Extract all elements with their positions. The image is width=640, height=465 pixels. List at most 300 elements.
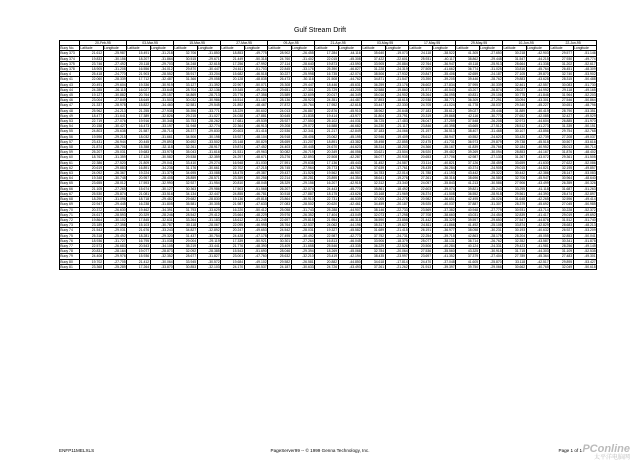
longitude-cell: -28.012 xyxy=(103,181,127,186)
latitude-cell: 23.004 xyxy=(80,98,104,103)
latitude-cell: 32.049 xyxy=(550,264,574,269)
longitude-cell: -30.447 xyxy=(197,67,221,72)
longitude-cell: -50.829 xyxy=(244,139,268,144)
latitude-cell: 31.228 xyxy=(362,67,386,72)
latitude-cell: 19.127 xyxy=(80,93,104,98)
longitude-cell: -24.731 xyxy=(385,233,409,238)
latitude-cell: 24.187 xyxy=(268,264,292,269)
longitude-cell: -19.627 xyxy=(385,223,409,228)
latitude-cell: 30.662 xyxy=(503,264,527,269)
latitude-cell: 36.774 xyxy=(456,67,480,72)
longitude-cell: -36.284 xyxy=(432,165,456,170)
column-header: Longitude xyxy=(526,46,550,51)
longitude-cell: -33.502 xyxy=(197,139,221,144)
longitude-cell: -27.404 xyxy=(479,254,503,259)
latitude-cell: 40.124 xyxy=(456,243,480,248)
longitude-cell: -51.690 xyxy=(244,249,268,254)
latitude-cell: 39.027 xyxy=(456,108,480,113)
latitude-cell: 37.893 xyxy=(362,98,386,103)
longitude-cell: -34.105 xyxy=(150,243,174,248)
longitude-cell: -50.864 xyxy=(573,98,597,103)
latitude-cell: 20.128 xyxy=(221,77,245,82)
longitude-cell: -53.902 xyxy=(573,72,597,77)
latitude-cell: 30.651 xyxy=(550,103,574,108)
longitude-cell: -48.309 xyxy=(573,67,597,72)
buoy-name-cell: Buoy 77 xyxy=(60,243,80,248)
longitude-cell: -49.653 xyxy=(244,228,268,233)
longitude-cell: -49.165 xyxy=(573,87,597,92)
latitude-cell: 24.092 xyxy=(80,171,104,176)
longitude-cell: -47.760 xyxy=(244,254,268,259)
longitude-cell: -25.243 xyxy=(479,186,503,191)
longitude-cell: -24.902 xyxy=(385,93,409,98)
latitude-cell: 19.683 xyxy=(127,150,151,155)
longitude-cell: -43.382 xyxy=(338,139,362,144)
longitude-cell: -23.858 xyxy=(385,217,409,222)
longitude-cell: -28.713 xyxy=(197,93,221,98)
longitude-cell: -44.850 xyxy=(338,259,362,264)
longitude-cell: -26.581 xyxy=(291,259,315,264)
longitude-cell: -34.460 xyxy=(150,103,174,108)
buoy-name-cell: Buoy 67 xyxy=(60,191,80,196)
latitude-cell: 33.874 xyxy=(503,223,527,228)
latitude-cell: 43.665 xyxy=(456,124,480,129)
column-header: Longitude xyxy=(479,46,503,51)
footer-filename: ENFP11MELXLS xyxy=(59,448,95,453)
longitude-cell: -38.131 xyxy=(432,238,456,243)
latitude-cell: 34.134 xyxy=(174,191,198,196)
longitude-cell: -42.074 xyxy=(338,72,362,77)
latitude-cell: 33.295 xyxy=(503,186,527,191)
buoy-name-cell: Buoy 75 xyxy=(60,233,80,238)
latitude-cell: 29.215 xyxy=(174,113,198,118)
latitude-cell: 19.224 xyxy=(127,171,151,176)
longitude-cell: -30.586 xyxy=(479,181,503,186)
latitude-cell: 22.254 xyxy=(409,233,433,238)
watermark-logo xyxy=(582,444,630,462)
latitude-cell: 28.704 xyxy=(174,87,198,92)
column-header: Latitude xyxy=(503,46,527,51)
date-header: 29-May-95 xyxy=(456,41,503,46)
latitude-cell: 22.731 xyxy=(315,197,339,202)
latitude-cell: 31.715 xyxy=(503,249,527,254)
latitude-cell: 41.778 xyxy=(456,103,480,108)
table-row xyxy=(60,243,597,248)
latitude-cell: 15.936 xyxy=(127,254,151,259)
longitude-cell: -53.351 xyxy=(573,108,597,113)
latitude-cell: 30.964 xyxy=(550,176,574,181)
longitude-cell: -29.066 xyxy=(479,264,503,269)
latitude-cell: 25.962 xyxy=(80,108,104,113)
buoy-name-cell: Buoy 70 xyxy=(60,207,80,212)
latitude-cell: 24.351 xyxy=(315,98,339,103)
longitude-cell: -38.660 xyxy=(432,212,456,217)
longitude-cell: -31.616 xyxy=(197,150,221,155)
latitude-cell: 38.058 xyxy=(456,228,480,233)
longitude-cell: -39.397 xyxy=(432,264,456,269)
latitude-cell: 42.659 xyxy=(456,72,480,77)
longitude-cell: -17.932 xyxy=(385,72,409,77)
table-row xyxy=(60,103,597,108)
longitude-cell: -29.322 xyxy=(479,171,503,176)
latitude-cell: 18.905 xyxy=(80,67,104,72)
latitude-cell: 34.869 xyxy=(174,93,198,98)
latitude-cell: 17.503 xyxy=(221,186,245,191)
latitude-cell: 18.446 xyxy=(315,82,339,87)
latitude-cell: 24.057 xyxy=(409,181,433,186)
longitude-cell: -27.938 xyxy=(150,108,174,113)
longitude-cell: -24.275 xyxy=(385,197,409,202)
latitude-cell: 29.004 xyxy=(174,238,198,243)
latitude-cell: 29.561 xyxy=(503,191,527,196)
longitude-cell: -44.604 xyxy=(526,119,550,124)
longitude-cell: -33.441 xyxy=(197,243,221,248)
latitude-cell: 34.248 xyxy=(174,61,198,66)
longitude-cell: -30.064 xyxy=(150,259,174,264)
table-row xyxy=(60,108,597,113)
latitude-cell: 29.577 xyxy=(550,51,574,56)
latitude-cell: 26.047 xyxy=(409,119,433,124)
table-row xyxy=(60,254,597,259)
longitude-cell: -45.066 xyxy=(338,249,362,254)
latitude-cell: 22.603 xyxy=(409,186,433,191)
latitude-cell: 22.947 xyxy=(80,202,104,207)
latitude-cell: 33.816 xyxy=(503,67,527,72)
latitude-cell: 31.876 xyxy=(550,150,574,155)
latitude-cell: 38.407 xyxy=(456,129,480,134)
longitude-cell: -52.768 xyxy=(573,129,597,134)
latitude-cell: 32.706 xyxy=(503,176,527,181)
longitude-cell: -43.335 xyxy=(338,243,362,248)
longitude-cell: -45.518 xyxy=(526,139,550,144)
table-row xyxy=(60,176,597,181)
latitude-cell: 16.813 xyxy=(315,238,339,243)
longitude-cell: -33.197 xyxy=(150,124,174,129)
latitude-cell: 31.109 xyxy=(550,249,574,254)
latitude-cell: 40.118 xyxy=(456,61,480,66)
longitude-cell: -43.301 xyxy=(526,98,550,103)
date-header: 03-May-95 xyxy=(362,41,409,46)
longitude-cell: -37.048 xyxy=(432,259,456,264)
buoy-name-cell: Buoy 46 xyxy=(60,98,80,103)
longitude-cell: -44.215 xyxy=(526,56,550,61)
longitude-cell: -36.095 xyxy=(432,93,456,98)
latitude-cell: 31.202 xyxy=(550,61,574,66)
longitude-cell: -44.196 xyxy=(338,223,362,228)
longitude-cell: -42.618 xyxy=(338,103,362,108)
latitude-cell: 17.593 xyxy=(127,181,151,186)
longitude-cell: -37.706 xyxy=(432,155,456,160)
longitude-cell: -49.204 xyxy=(244,87,268,92)
latitude-cell: 15.927 xyxy=(221,134,245,139)
latitude-cell: 17.712 xyxy=(127,77,151,82)
latitude-cell: 22.508 xyxy=(315,155,339,160)
longitude-cell: -50.326 xyxy=(573,181,597,186)
longitude-cell: -48.467 xyxy=(244,103,268,108)
longitude-cell: -41.024 xyxy=(432,103,456,108)
longitude-cell: -24.770 xyxy=(103,72,127,77)
longitude-cell: -28.385 xyxy=(197,249,221,254)
latitude-cell: 18.649 xyxy=(127,98,151,103)
longitude-cell: -29.119 xyxy=(197,238,221,243)
latitude-cell: 28.859 xyxy=(174,176,198,181)
longitude-cell: -29.482 xyxy=(150,197,174,202)
table-row xyxy=(60,129,597,134)
longitude-cell: -29.883 xyxy=(103,165,127,170)
longitude-cell: -28.339 xyxy=(103,77,127,82)
longitude-cell: -31.096 xyxy=(103,197,127,202)
latitude-cell: 29.976 xyxy=(268,212,292,217)
latitude-cell: 26.374 xyxy=(409,191,433,196)
latitude-cell: 28.902 xyxy=(268,51,292,56)
longitude-cell: -26.352 xyxy=(291,212,315,217)
longitude-cell: -40.419 xyxy=(526,108,550,113)
longitude-cell: -32.826 xyxy=(150,113,174,118)
longitude-cell: -23.997 xyxy=(385,254,409,259)
latitude-cell: 27.708 xyxy=(409,212,433,217)
longitude-cell: -31.218 xyxy=(150,51,174,56)
longitude-cell: -29.445 xyxy=(103,202,127,207)
latitude-cell: 40.831 xyxy=(456,93,480,98)
latitude-cell: 21.612 xyxy=(80,51,104,56)
latitude-cell: 24.760 xyxy=(268,56,292,61)
longitude-cell: -43.626 xyxy=(338,191,362,196)
latitude-cell: 24.855 xyxy=(221,191,245,196)
longitude-cell: -50.041 xyxy=(573,233,597,238)
latitude-cell: 36.309 xyxy=(456,98,480,103)
latitude-cell: 38.146 xyxy=(362,207,386,212)
latitude-cell: 26.207 xyxy=(268,186,292,191)
longitude-cell: -47.633 xyxy=(244,202,268,207)
longitude-cell: -49.037 xyxy=(573,134,597,139)
longitude-cell: -33.645 xyxy=(150,87,174,92)
longitude-cell: -38.316 xyxy=(432,176,456,181)
latitude-cell: 38.506 xyxy=(362,72,386,77)
date-header: 09-Apr-95 xyxy=(268,41,315,46)
latitude-cell: 26.359 xyxy=(550,181,574,186)
table-row xyxy=(60,171,597,176)
longitude-cell: -52.617 xyxy=(573,61,597,66)
date-header: 15-Mar-95 xyxy=(174,41,221,46)
longitude-cell: -20.187 xyxy=(385,202,409,207)
latitude-cell: 37.995 xyxy=(456,82,480,87)
longitude-cell: -29.156 xyxy=(291,181,315,186)
longitude-cell: -33.771 xyxy=(197,108,221,113)
longitude-cell: -49.774 xyxy=(573,56,597,61)
latitude-cell: 35.317 xyxy=(362,223,386,228)
latitude-cell: 39.821 xyxy=(456,186,480,191)
longitude-cell: -32.609 xyxy=(291,93,315,98)
longitude-cell: -26.874 xyxy=(479,87,503,92)
latitude-cell: 19.345 xyxy=(221,87,245,92)
buoy-name-cell: Buoy 60 xyxy=(60,155,80,160)
latitude-cell: 23.148 xyxy=(221,139,245,144)
latitude-cell: 30.083 xyxy=(550,82,574,87)
buoy-name-cell: Buoy 69 xyxy=(60,202,80,207)
latitude-cell: 34.783 xyxy=(362,171,386,176)
longitude-cell: -28.246 xyxy=(150,212,174,217)
longitude-cell: -52.372 xyxy=(573,207,597,212)
latitude-cell: 21.337 xyxy=(80,103,104,108)
buoy-name-cell: Buoy 59 xyxy=(60,150,80,155)
latitude-cell: 43.442 xyxy=(456,171,480,176)
latitude-cell: 41.492 xyxy=(456,223,480,228)
buoy-name-cell: Buoy 81 xyxy=(60,264,80,269)
longitude-cell: -22.601 xyxy=(385,56,409,61)
longitude-cell: -30.281 xyxy=(291,176,315,181)
longitude-cell: -31.379 xyxy=(150,171,174,176)
latitude-cell: 37.126 xyxy=(456,160,480,165)
longitude-cell: -44.031 xyxy=(338,119,362,124)
latitude-cell: 34.871 xyxy=(362,77,386,82)
column-header: Latitude xyxy=(550,46,574,51)
latitude-cell: 33.118 xyxy=(503,259,527,264)
longitude-cell: -28.406 xyxy=(291,134,315,139)
longitude-cell: -22.014 xyxy=(385,171,409,176)
latitude-cell: 28.659 xyxy=(268,139,292,144)
latitude-cell: 17.264 xyxy=(127,264,151,269)
longitude-cell: -25.766 xyxy=(479,145,503,150)
latitude-cell: 18.269 xyxy=(315,249,339,254)
latitude-cell: 17.120 xyxy=(127,155,151,160)
latitude-cell: 25.927 xyxy=(268,119,292,124)
longitude-cell: -50.318 xyxy=(244,56,268,61)
table-row xyxy=(60,191,597,196)
longitude-cell: -28.262 xyxy=(197,119,221,124)
longitude-cell: -20.064 xyxy=(385,249,409,254)
latitude-cell: 22.938 xyxy=(409,98,433,103)
longitude-cell: -29.274 xyxy=(197,160,221,165)
longitude-cell: -30.919 xyxy=(150,82,174,87)
latitude-cell: 26.451 xyxy=(550,67,574,72)
latitude-cell: 24.118 xyxy=(409,51,433,56)
latitude-cell: 31.804 xyxy=(362,113,386,118)
latitude-cell: 15.822 xyxy=(127,103,151,108)
latitude-cell: 20.620 xyxy=(315,202,339,207)
latitude-cell: 32.427 xyxy=(550,113,574,118)
longitude-cell: -31.835 xyxy=(291,113,315,118)
longitude-cell: -50.151 xyxy=(573,124,597,129)
latitude-cell: 30.507 xyxy=(550,139,574,144)
column-header: Latitude xyxy=(221,46,245,51)
longitude-cell: -25.031 xyxy=(103,150,127,155)
longitude-cell: -26.115 xyxy=(103,87,127,92)
table-row xyxy=(60,217,597,222)
longitude-cell: -45.764 xyxy=(526,67,550,72)
buoy-name-cell: Buoy 4 xyxy=(60,72,80,77)
latitude-cell: 18.290 xyxy=(80,197,104,202)
latitude-cell: 20.882 xyxy=(315,259,339,264)
latitude-cell: 28.147 xyxy=(550,171,574,176)
longitude-cell: -45.692 xyxy=(526,202,550,207)
longitude-cell: -35.843 xyxy=(432,181,456,186)
latitude-cell: 16.207 xyxy=(315,181,339,186)
longitude-cell: -42.915 xyxy=(338,181,362,186)
longitude-cell: -24.454 xyxy=(479,212,503,217)
latitude-cell: 39.750 xyxy=(456,264,480,269)
latitude-cell: 21.442 xyxy=(409,217,433,222)
latitude-cell: 16.220 xyxy=(221,207,245,212)
latitude-cell: 25.058 xyxy=(268,207,292,212)
longitude-cell: -41.118 xyxy=(526,186,550,191)
longitude-cell: -40.037 xyxy=(432,202,456,207)
latitude-cell: 38.641 xyxy=(362,176,386,181)
latitude-cell: 18.763 xyxy=(80,155,104,160)
latitude-cell: 25.931 xyxy=(409,56,433,61)
longitude-cell: -45.195 xyxy=(338,134,362,139)
longitude-cell: -44.303 xyxy=(526,249,550,254)
longitude-cell: -31.307 xyxy=(479,202,503,207)
latitude-cell: 21.412 xyxy=(127,259,151,264)
longitude-cell: -39.482 xyxy=(432,150,456,155)
latitude-cell: 30.218 xyxy=(503,51,527,56)
latitude-cell: 36.590 xyxy=(362,217,386,222)
latitude-cell: 34.230 xyxy=(362,124,386,129)
latitude-cell: 23.189 xyxy=(80,223,104,228)
longitude-cell: -47.452 xyxy=(244,145,268,150)
latitude-cell: 34.618 xyxy=(362,259,386,264)
latitude-cell: 38.862 xyxy=(456,56,480,61)
longitude-cell: -32.487 xyxy=(150,77,174,82)
longitude-cell: -46.318 xyxy=(338,217,362,222)
latitude-cell: 36.229 xyxy=(362,243,386,248)
longitude-cell: -49.145 xyxy=(573,243,597,248)
latitude-cell: 18.229 xyxy=(221,108,245,113)
longitude-cell: -26.683 xyxy=(103,243,127,248)
latitude-cell: 17.845 xyxy=(127,217,151,222)
latitude-cell: 37.752 xyxy=(362,233,386,238)
table-row xyxy=(60,113,597,118)
table-row xyxy=(60,98,597,103)
latitude-cell: 29.738 xyxy=(503,139,527,144)
longitude-cell: -36.651 xyxy=(432,197,456,202)
latitude-cell: 16.795 xyxy=(127,238,151,243)
buoy-name-cell: Buoy 61 xyxy=(60,160,80,165)
longitude-cell: -45.055 xyxy=(526,233,550,238)
longitude-cell: -40.632 xyxy=(526,228,550,233)
latitude-cell: 19.864 xyxy=(80,217,104,222)
latitude-cell: 27.591 xyxy=(268,160,292,165)
latitude-cell: 20.329 xyxy=(127,212,151,217)
longitude-cell: -29.412 xyxy=(197,212,221,217)
latitude-cell: 15.103 xyxy=(127,223,151,228)
column-header: Latitude xyxy=(174,46,198,51)
longitude-cell: -28.502 xyxy=(291,202,315,207)
latitude-cell: 24.542 xyxy=(268,228,292,233)
longitude-cell: -49.529 xyxy=(573,113,597,118)
latitude-cell: 16.735 xyxy=(315,72,339,77)
longitude-cell: -48.796 xyxy=(573,103,597,108)
longitude-cell: -27.705 xyxy=(103,259,127,264)
latitude-cell: 29.682 xyxy=(174,197,198,202)
longitude-cell: -47.356 xyxy=(244,93,268,98)
latitude-cell: 18.281 xyxy=(127,233,151,238)
longitude-cell: -48.229 xyxy=(244,212,268,217)
latitude-cell: 30.363 xyxy=(174,186,198,191)
longitude-cell: -50.256 xyxy=(244,176,268,181)
longitude-cell: -46.349 xyxy=(338,93,362,98)
longitude-cell: -43.499 xyxy=(526,181,550,186)
longitude-cell: -32.074 xyxy=(291,186,315,191)
longitude-cell: -27.398 xyxy=(103,223,127,228)
latitude-cell: 22.764 xyxy=(409,61,433,66)
column-header: Latitude xyxy=(362,46,386,51)
latitude-cell: 21.449 xyxy=(221,56,245,61)
longitude-cell: -31.805 xyxy=(150,202,174,207)
latitude-cell: 19.336 xyxy=(127,82,151,87)
footer-copyright: PageServer99 -- © 1999 Genna Technology, Inc. xyxy=(270,448,370,453)
latitude-cell: 36.714 xyxy=(456,238,480,243)
